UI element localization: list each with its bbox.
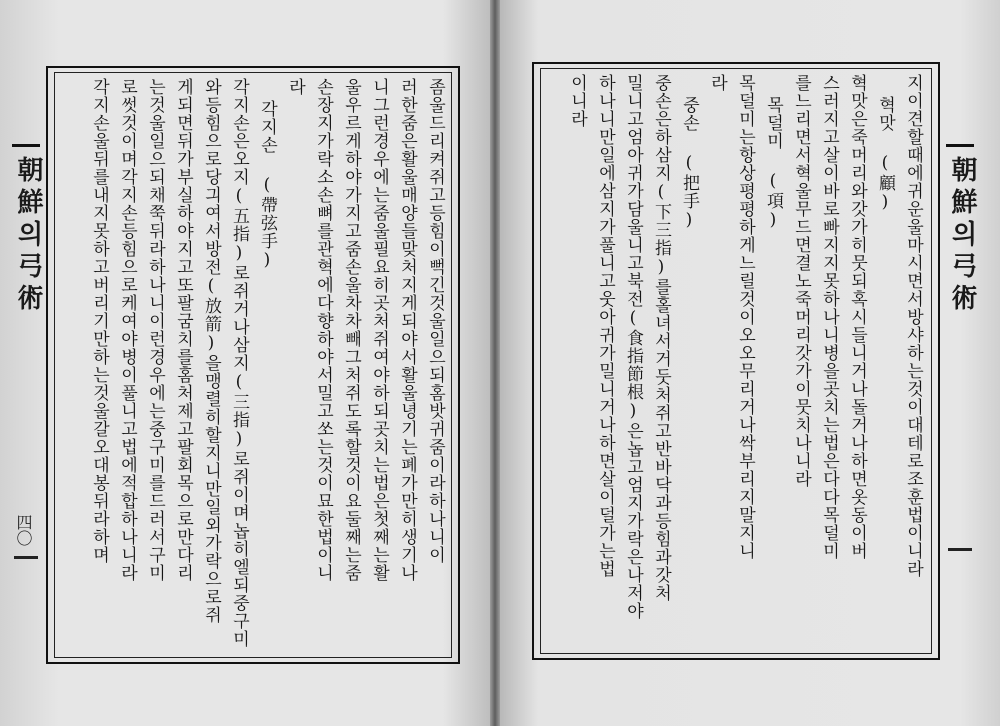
text-column: 이니라	[567, 74, 587, 128]
text-column: 혁맛은죽머리와갓가히뭇되혹시들니거나돌거나하면옷동이버	[847, 74, 867, 560]
section-heading: 중손 (把手)	[679, 96, 699, 231]
text-column: 각지손울뒤를내지못하고버리기만하는것울갈오대봉뒤라하며	[89, 78, 109, 564]
text-column: 울우르게하야가지고줌손울차차빼그처쥐도록할것이요둘째는줌	[341, 78, 361, 582]
left-page-margin	[6, 66, 44, 660]
text-column: 중손은하삼지(下三指)를홀녀서거둣처쥐고반바닥과등힘과갓처	[651, 74, 671, 602]
title-rule-top	[946, 144, 974, 147]
section-heading: 각지손 (帶弦手)	[257, 100, 277, 271]
text-column: 밀니고엄아귀가담울니고북전(食指節根)은놉고엄지가락은나저야	[623, 74, 643, 620]
text-column: 러한줌은활울매양들맞처지게되야서활울녕기는폐가만히생기나	[397, 78, 417, 582]
text-column: 라	[707, 74, 727, 92]
running-title: 朝鮮의弓術	[13, 156, 43, 316]
left-text-frame	[46, 66, 460, 664]
text-column: 하나니만일에삼지가풀니고웃아귀가밀니거나하면살이덜가는법	[595, 74, 615, 578]
section-heading: 목덜미 (項)	[763, 96, 783, 231]
right-text-frame	[532, 62, 940, 660]
left-columns	[60, 78, 446, 652]
right-page-margin	[940, 66, 978, 660]
right-columns	[548, 74, 924, 648]
book-gutter	[490, 0, 500, 726]
text-column: 게되면뒤가부실하야지고또팔굼치를홈처제고팔회목으로만다리	[173, 78, 193, 582]
section-heading: 혁맛 (顧)	[875, 96, 895, 213]
text-column: 니그런경우에는줌울필요히곳처쥐여야하되곳치는법은첫째는활	[369, 78, 389, 582]
text-column: 목덜미는항상평평하게느릴것이오오무리거나싹부리지말지니	[735, 74, 755, 560]
text-column: 지이견할때에귀운울마시면서방샤하는것이대테로조훈법이니라	[903, 74, 923, 578]
text-column: 좀울드리켜쥐고등힘이뻑긴것울일으되홈밧귀줌이라하나니이	[425, 78, 445, 564]
text-column: 는것울일으되채쭉뒤라하나니이런경우에는중구미를드러서구미	[145, 78, 165, 582]
text-column: 와등힘으로당긔여서방전(放箭)을맹렬히할지니만일외가락으로쥐	[201, 78, 221, 624]
text-column: 라	[285, 78, 305, 96]
text-column: 각지손은오지(五指)로쥐거나삼지(三指)로쥐이며놉히엘되중구미	[229, 78, 249, 648]
page-number-rule	[14, 556, 38, 559]
text-column: 를느리면서혁울무드면결노죽머리갓가이뭇치나니라	[791, 74, 811, 488]
page-number: 四〇	[14, 514, 33, 546]
running-title: 朝鮮의弓術	[947, 156, 977, 316]
text-column: 손장지가락소손뼈를관혁에다향하야서밀고쏘는것이묘한법이니	[313, 78, 333, 582]
margin-rule	[948, 548, 972, 551]
text-column: 로썻것이며각지손등힘으로케여야병이풀니고법에적합하나니라	[117, 78, 137, 582]
text-column: 스러지고살이바로빠지지못하나니병을곳치는법은다다목덜미	[819, 74, 839, 560]
title-rule-top	[12, 144, 40, 147]
